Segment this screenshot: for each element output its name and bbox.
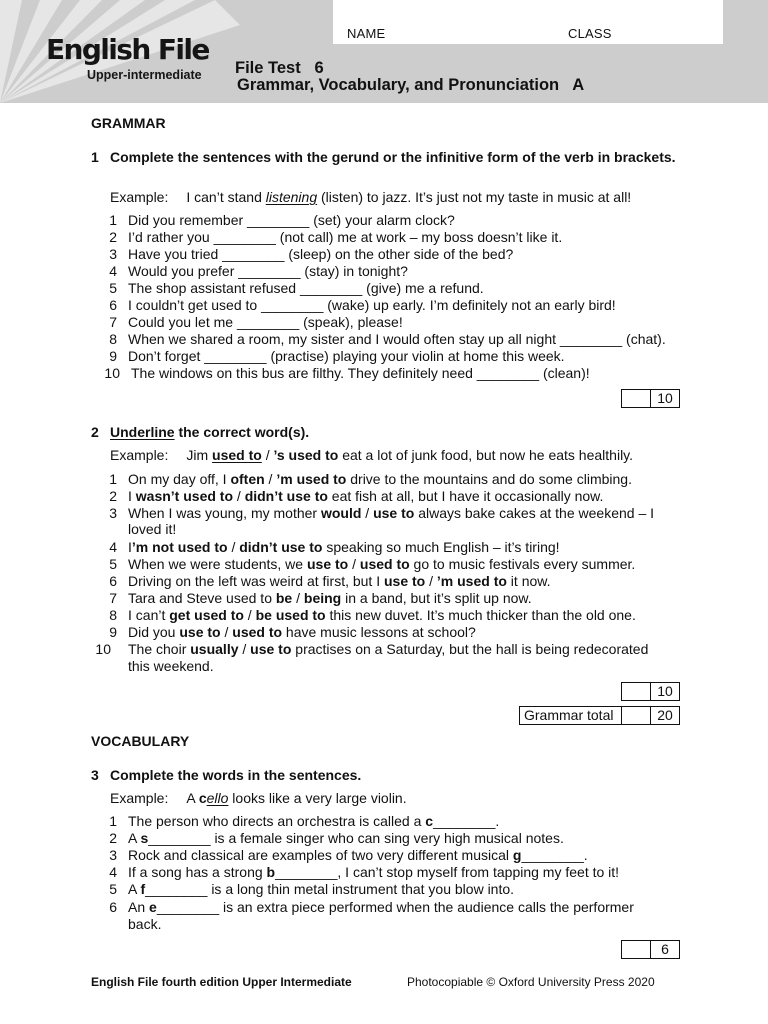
item-text: practises on a Saturday, but the hall is being redecorated	[291, 641, 649, 657]
q2-item-number: 2	[109, 488, 117, 504]
item-text: If a song has a strong	[128, 864, 267, 880]
choice-b: use to	[373, 505, 415, 521]
example-label: Example:	[110, 790, 169, 806]
example-answer: listening	[265, 189, 318, 205]
q3-example	[110, 790, 407, 806]
first-letter: s	[140, 830, 149, 846]
q2-example	[110, 447, 633, 463]
q1-score-box	[621, 389, 680, 408]
q2-item-number: 5	[109, 556, 117, 572]
item-text: go to music festivals every summer.	[409, 556, 636, 572]
q3-number: 3	[91, 767, 99, 783]
choice-b: being	[303, 590, 342, 606]
example-pre: A	[186, 790, 199, 806]
item-text: ________, I can’t stop myself from tapping my feet to it!	[275, 864, 620, 880]
q3-item-number: 5	[109, 881, 117, 897]
q2-item	[128, 573, 551, 589]
q1-item: Have you tried ________ (sleep) on the other side of the bed?	[128, 246, 514, 262]
q1-item-number: 1	[109, 212, 117, 228]
q2-item3-continued: loved it!	[128, 521, 177, 537]
item-text: I	[128, 488, 136, 504]
q1-item: I’d rather you ________ (not call) me at work – my boss doesn’t like it.	[128, 229, 563, 245]
item-text: Did you	[128, 624, 180, 640]
logo-text: English File	[46, 33, 209, 66]
class-label: CLASS	[568, 26, 612, 41]
score-value: 10	[657, 683, 673, 699]
example-answer: ello	[206, 790, 229, 806]
q2-item	[128, 607, 636, 623]
instruction-rest: the correct word(s).	[174, 424, 310, 440]
q2-item-number: 4	[109, 539, 117, 555]
choice-sep: /	[233, 488, 245, 504]
q1-item-number: 6	[109, 297, 117, 313]
item-text: ________ is a female singer who can sing very high musical notes.	[148, 830, 564, 846]
example-post: looks like a very large violin.	[228, 790, 407, 806]
first-letter: b	[266, 864, 276, 880]
name-class-box	[333, 0, 723, 44]
q2-item	[128, 556, 635, 572]
q1-number: 1	[91, 149, 99, 165]
item-text: Tara and Steve used to	[128, 590, 276, 606]
example-post: eat a lot of junk food, but now he eats healthily.	[338, 447, 634, 463]
score-value: 6	[661, 941, 669, 957]
q1-item: The windows on this bus are filthy. They definitely need ________ (clean)!	[131, 365, 590, 381]
q1-item-number: 10	[104, 365, 120, 381]
item-text: ________ is an extra piece performed when the audience calls the performer	[156, 899, 634, 915]
choice-sep: /	[243, 607, 256, 623]
q2-item-number: 3	[109, 505, 117, 521]
choice-b: be used to	[255, 607, 326, 623]
choice-b: ’m used to	[276, 471, 347, 487]
q1-item: I couldn’t get used to ________ (wake) up early. I’m definitely not an early bird!	[128, 297, 616, 313]
q3-item-number: 1	[109, 813, 117, 829]
item-text: this new duvet. It’s much thicker than the old one.	[325, 607, 636, 623]
q2-item	[128, 471, 632, 487]
name-label: NAME	[347, 26, 386, 41]
q3-item	[128, 899, 634, 915]
choice-a: use to	[306, 556, 349, 572]
q3-item	[128, 864, 619, 880]
grammar-heading: GRAMMAR	[91, 115, 166, 131]
q2-item-number: 6	[109, 573, 117, 589]
first-letter: f	[140, 881, 146, 897]
q2-item-number: 8	[109, 607, 117, 623]
q2-item10-continued: this weekend.	[128, 658, 214, 674]
score-blank[interactable]	[622, 683, 651, 700]
test-subtitle: Grammar, Vocabulary, and Pronunciation A	[237, 76, 585, 94]
item-text: On my day off, I	[128, 471, 231, 487]
q1-item-number: 3	[109, 246, 117, 262]
item-text: The choir	[128, 641, 191, 657]
logo-subtitle: Upper-intermediate	[87, 68, 202, 82]
footer-left: English File fourth edition Upper Intermediate	[91, 975, 352, 989]
q1-example	[110, 189, 631, 205]
item-text: ________.	[433, 813, 500, 829]
q3-instruction: Complete the words in the sentences.	[110, 767, 362, 783]
footer-right: Photocopiable © Oxford University Press 2020	[407, 975, 655, 989]
q3-item-number: 6	[109, 899, 117, 915]
example-letter: c	[198, 790, 207, 806]
q3-item6-continued: back.	[128, 916, 162, 932]
q3-item	[128, 813, 499, 829]
choice-b: didn’t use to	[239, 539, 323, 555]
q1-item-number: 7	[109, 314, 117, 330]
q1-item: The shop assistant refused ________ (give) me a refund.	[128, 280, 484, 296]
example-label: Example:	[110, 189, 169, 205]
q1-item-number: 4	[109, 263, 117, 279]
q2-item	[128, 641, 648, 657]
vocabulary-heading: VOCABULARY	[91, 733, 190, 749]
q1-item-number: 8	[109, 331, 117, 347]
choice-sep: /	[220, 624, 233, 640]
q2-item-number: 9	[109, 624, 117, 640]
item-text: A	[128, 830, 141, 846]
example-choice-b: ’s used to	[273, 447, 339, 463]
item-text: drive to the mountains and do some climbing.	[346, 471, 632, 487]
q1-item: Did you remember ________ (set) your alarm clock?	[128, 212, 455, 228]
choice-a: usually	[190, 641, 239, 657]
q1-item: Don’t forget ________ (practise) playing your violin at home this week.	[128, 348, 565, 364]
choice-a: wasn’t used to	[135, 488, 234, 504]
q3-item-number: 4	[109, 864, 117, 880]
q2-item	[128, 590, 532, 606]
score-blank[interactable]	[622, 707, 651, 724]
first-letter: g	[512, 847, 522, 863]
choice-sep: /	[264, 471, 277, 487]
q1-item: Would you prefer ________ (stay) in tonight?	[128, 263, 408, 279]
test-title: File Test 6	[235, 59, 324, 77]
q2-item-number: 7	[109, 590, 117, 606]
choice-a: get used to	[169, 607, 244, 623]
q1-item-number: 5	[109, 280, 117, 296]
item-text: An	[128, 899, 150, 915]
q2-item	[128, 505, 654, 521]
choice-a: be	[275, 590, 293, 606]
q1-instruction: Complete the sentences with the gerund or the infinitive form of the verb in brackets.	[110, 149, 676, 165]
q3-item-number: 3	[109, 847, 117, 863]
grammar-total-label: Grammar total	[520, 707, 622, 724]
item-text: always bake cakes at the weekend – I	[414, 505, 655, 521]
item-text: A	[128, 881, 141, 897]
q3-score-box	[621, 940, 680, 959]
item-text: have music lessons at school?	[282, 624, 476, 640]
q2-item-number: 10	[95, 641, 111, 657]
example-post: (listen) to jazz. It’s just not my taste in music at all!	[317, 189, 632, 205]
choice-b: used to	[359, 556, 410, 572]
choice-sep: /	[227, 539, 240, 555]
choice-a: often	[230, 471, 265, 487]
choice-a: use to	[179, 624, 221, 640]
item-text: in a band, but it’s split up now.	[341, 590, 532, 606]
header-banner	[0, 0, 768, 103]
choice-a: ’m not used to	[131, 539, 228, 555]
choice-a: use to	[384, 573, 426, 589]
example-pre: I can’t stand	[186, 189, 266, 205]
item-text: The person who directs an orchestra is called a	[128, 813, 426, 829]
q3-item	[128, 830, 564, 846]
choice-sep: /	[361, 505, 374, 521]
q3-item-number: 2	[109, 830, 117, 846]
choice-b: ’m used to	[436, 573, 507, 589]
item-text: ________.	[521, 847, 588, 863]
q2-item	[128, 488, 603, 504]
score-blank[interactable]	[622, 390, 651, 407]
choice-sep: /	[238, 641, 251, 657]
item-text: I	[128, 539, 132, 555]
score-blank[interactable]	[622, 941, 651, 958]
first-letter: e	[149, 899, 157, 915]
choice-b: use to	[250, 641, 292, 657]
grammar-total-value: 20	[657, 707, 673, 723]
choice-b: didn’t use to	[244, 488, 328, 504]
example-pre: Jim	[186, 447, 213, 463]
choice-b: used to	[232, 624, 283, 640]
q2-number: 2	[91, 424, 99, 440]
choice-sep: /	[425, 573, 437, 589]
q1-item: Could you let me ________ (speak), please!	[128, 314, 403, 330]
q1-item-number: 9	[109, 348, 117, 364]
item-text: speaking so much English – it’s tiring!	[322, 539, 560, 555]
item-text: When we were students, we	[128, 556, 307, 572]
example-sep: /	[261, 447, 274, 463]
example-choice-a: used to	[212, 447, 262, 463]
item-text: I can’t	[128, 607, 170, 623]
q3-item	[128, 847, 588, 863]
choice-sep: /	[292, 590, 304, 606]
example-label: Example:	[110, 447, 169, 463]
instruction-underline: Underline	[110, 424, 175, 440]
q3-item	[128, 881, 514, 897]
q2-instruction	[110, 424, 309, 441]
q2-score-box	[621, 682, 680, 701]
first-letter: c	[425, 813, 434, 829]
q1-item-number: 2	[109, 229, 117, 245]
choice-sep: /	[348, 556, 360, 572]
item-text: Driving on the left was weird at first, but I	[128, 573, 384, 589]
q1-item: When we shared a room, my sister and I would often stay up all night ________ (chat).	[128, 331, 666, 347]
item-text: it now.	[506, 573, 551, 589]
q2-item-number: 1	[109, 471, 117, 487]
choice-a: would	[320, 505, 362, 521]
score-value: 10	[657, 390, 673, 406]
q2-item	[128, 539, 560, 555]
item-text: When I was young, my mother	[128, 505, 321, 521]
q2-item	[128, 624, 476, 640]
item-text: ________ is a long thin metal instrument that you blow into.	[145, 881, 515, 897]
grammar-total-box	[519, 706, 680, 725]
item-text: eat fish at all, but I have it occasionally now.	[327, 488, 604, 504]
item-text: Rock and classical are examples of two very different musical	[128, 847, 513, 863]
